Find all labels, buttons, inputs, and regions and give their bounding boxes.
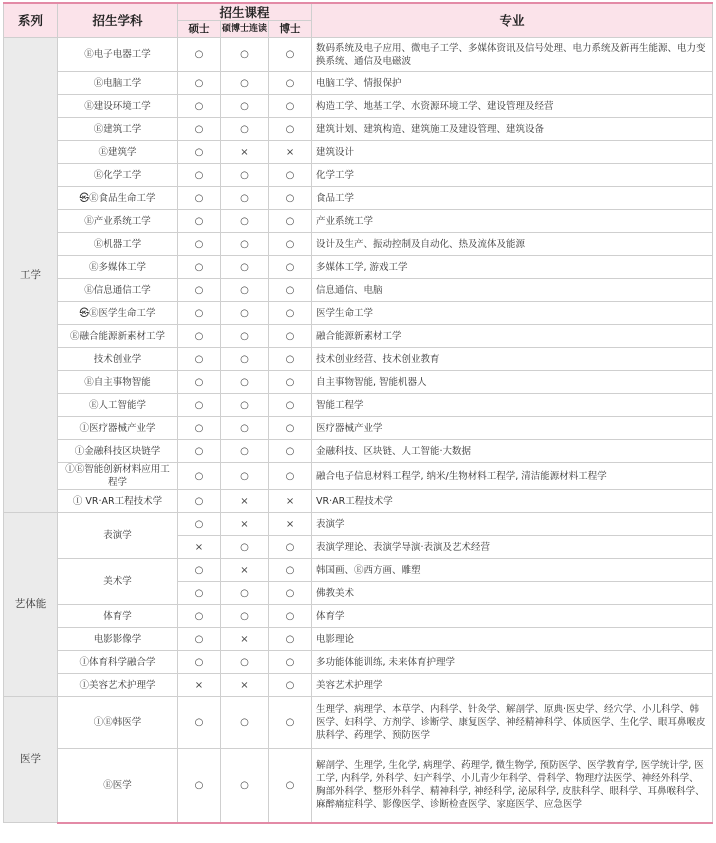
doctor-mark: ○ xyxy=(269,256,312,279)
major-cell: 建筑设计 xyxy=(312,141,713,164)
header-series: 系列 xyxy=(4,3,58,38)
table-row xyxy=(4,141,713,164)
subject-cell: Ⓘ医疗器械产业学 xyxy=(58,417,178,440)
doctor-mark: ○ xyxy=(269,38,312,72)
header-doctor: 博士 xyxy=(269,21,312,38)
master-mark: ○ xyxy=(178,490,221,513)
master-mark: ○ xyxy=(178,513,221,536)
subject-cell: Ⓔ人工智能学 xyxy=(58,394,178,417)
master-mark: × xyxy=(178,674,221,697)
combined-mark: ○ xyxy=(221,210,269,233)
combined-mark: ○ xyxy=(221,325,269,348)
doctor-mark: ○ xyxy=(269,628,312,651)
combined-mark: ○ xyxy=(221,371,269,394)
doctor-mark: ○ xyxy=(269,210,312,233)
master-mark: ○ xyxy=(178,371,221,394)
subject-cell: ⒾⒺ智能创新材料应用工程学 xyxy=(58,463,178,490)
subject-cell: Ⓔ电子电器工学 xyxy=(58,38,178,72)
combined-mark: × xyxy=(221,674,269,697)
doctor-mark: ○ xyxy=(269,72,312,95)
table-row xyxy=(4,187,713,210)
master-mark: ○ xyxy=(178,417,221,440)
combined-mark: ○ xyxy=(221,605,269,628)
doctor-mark: ○ xyxy=(269,325,312,348)
header-combined: 硕博士连读 xyxy=(221,21,269,38)
subject-cell: 体育学 xyxy=(58,605,178,628)
subject-cell: Ⓔ建筑学 xyxy=(58,141,178,164)
doctor-mark: ○ xyxy=(269,95,312,118)
subject-cell: Ⓘ体育科学融合学 xyxy=(58,651,178,674)
doctor-mark: ○ xyxy=(269,118,312,141)
combined-mark: ○ xyxy=(221,697,269,749)
master-mark: ○ xyxy=(178,256,221,279)
combined-mark: ○ xyxy=(221,164,269,187)
doctor-mark: ○ xyxy=(269,674,312,697)
master-mark: ○ xyxy=(178,394,221,417)
admissions-table xyxy=(3,2,713,824)
master-mark: ○ xyxy=(178,697,221,749)
major-cell: 表演学 xyxy=(312,513,713,536)
subject-cell: Ⓔ化学工学 xyxy=(58,164,178,187)
combined-mark: ○ xyxy=(221,233,269,256)
combined-mark: ○ xyxy=(221,187,269,210)
doctor-mark: × xyxy=(269,513,312,536)
master-mark: ○ xyxy=(178,463,221,490)
master-mark: ○ xyxy=(178,38,221,72)
subject-cell: Ⓔ医学 xyxy=(58,749,178,823)
major-cell: 构造工学、地基工学、水资源环境工学、建设管理及经营 xyxy=(312,95,713,118)
combined-mark: × xyxy=(221,513,269,536)
master-mark: ○ xyxy=(178,279,221,302)
table-row xyxy=(4,233,713,256)
combined-mark: ○ xyxy=(221,749,269,823)
combined-mark: ○ xyxy=(221,279,269,302)
table-row xyxy=(4,371,713,394)
table-row xyxy=(4,38,713,72)
subject-cell: ㉿Ⓔ医学生命工学 xyxy=(58,302,178,325)
combined-mark: ○ xyxy=(221,72,269,95)
major-cell: 多媒体工学, 游戏工学 xyxy=(312,256,713,279)
doctor-mark: ○ xyxy=(269,417,312,440)
doctor-mark: ○ xyxy=(269,749,312,823)
major-cell: 建筑计划、建筑构造、建筑施工及建设管理、建筑设备 xyxy=(312,118,713,141)
subject-cell: Ⓔ自主事物智能 xyxy=(58,371,178,394)
subject-cell: Ⓘ美容艺术护理学 xyxy=(58,674,178,697)
doctor-mark: ○ xyxy=(269,463,312,490)
header-master: 硕士 xyxy=(178,21,221,38)
table-row xyxy=(4,463,713,490)
table-row xyxy=(4,697,713,749)
major-cell: 智能工程学 xyxy=(312,394,713,417)
combined-mark: ○ xyxy=(221,582,269,605)
master-mark: × xyxy=(178,536,221,559)
table-row xyxy=(4,118,713,141)
table-row xyxy=(4,325,713,348)
combined-mark: × xyxy=(221,628,269,651)
doctor-mark: × xyxy=(269,141,312,164)
subject-cell: Ⓔ机器工学 xyxy=(58,233,178,256)
combined-mark: ○ xyxy=(221,38,269,72)
major-cell: 解剖学、生理学, 生化学, 病理学、药理学, 微生物学, 预防医学、医学教育学, 医学统计学, 医工学, 内科学, 外科学、妇产科学、小儿青少年科学、骨科学、物理疗法医学、神经外科学、胸部外科学、整形外科学、精神科学, 神经科学, 泌尿科学, 皮肤科学、眼科学、耳鼻喉科学、麻醉痛症科学、影像医学、诊断检查医学、家庭医学、应急医学 xyxy=(312,749,713,823)
doctor-mark: ○ xyxy=(269,605,312,628)
major-cell: 电脑工学、情报保护 xyxy=(312,72,713,95)
master-mark: ○ xyxy=(178,233,221,256)
major-cell: 医疗器械产业学 xyxy=(312,417,713,440)
doctor-mark: × xyxy=(269,490,312,513)
master-mark: ○ xyxy=(178,348,221,371)
table-body xyxy=(4,38,713,823)
major-cell: 融合电子信息材料工程学, 纳米/生物材料工程学, 清洁能源材料工程学 xyxy=(312,463,713,490)
major-cell: 韩国画、Ⓔ西方画、雕塑 xyxy=(312,559,713,582)
combined-mark: ○ xyxy=(221,463,269,490)
series-cell: 艺体能 xyxy=(4,513,58,697)
doctor-mark: ○ xyxy=(269,582,312,605)
table-row xyxy=(4,164,713,187)
subject-cell: Ⓔ产业系统工学 xyxy=(58,210,178,233)
series-cell: 医学 xyxy=(4,697,58,823)
subject-cell: 技术创业学 xyxy=(58,348,178,371)
table-row xyxy=(4,72,713,95)
master-mark: ○ xyxy=(178,187,221,210)
major-cell: 金融科技、区块链、人工智能·大数据 xyxy=(312,440,713,463)
table-row xyxy=(4,674,713,697)
master-mark: ○ xyxy=(178,628,221,651)
table-row xyxy=(4,417,713,440)
doctor-mark: ○ xyxy=(269,164,312,187)
subject-cell: 电影影像学 xyxy=(58,628,178,651)
major-cell: 化学工学 xyxy=(312,164,713,187)
doctor-mark: ○ xyxy=(269,651,312,674)
combined-mark: ○ xyxy=(221,118,269,141)
major-cell: 设计及生产、振动控制及自动化、热及流体及能源 xyxy=(312,233,713,256)
doctor-mark: ○ xyxy=(269,233,312,256)
master-mark: ○ xyxy=(178,72,221,95)
doctor-mark: ○ xyxy=(269,394,312,417)
major-cell: 电影理论 xyxy=(312,628,713,651)
major-cell: 自主事物智能, 智能机器人 xyxy=(312,371,713,394)
master-mark: ○ xyxy=(178,440,221,463)
table-row xyxy=(4,279,713,302)
combined-mark: ○ xyxy=(221,440,269,463)
subject-cell: Ⓔ多媒体工学 xyxy=(58,256,178,279)
combined-mark: × xyxy=(221,141,269,164)
subject-cell: Ⓔ建筑工学 xyxy=(58,118,178,141)
combined-mark: ○ xyxy=(221,302,269,325)
subject-cell: Ⓔ融合能源新素材工学 xyxy=(58,325,178,348)
master-mark: ○ xyxy=(178,605,221,628)
doctor-mark: ○ xyxy=(269,697,312,749)
table-row xyxy=(4,440,713,463)
master-mark: ○ xyxy=(178,141,221,164)
master-mark: ○ xyxy=(178,210,221,233)
doctor-mark: ○ xyxy=(269,440,312,463)
doctor-mark: ○ xyxy=(269,371,312,394)
table-row xyxy=(4,302,713,325)
combined-mark: × xyxy=(221,559,269,582)
major-cell: 体育学 xyxy=(312,605,713,628)
header-courses: 招生课程 xyxy=(178,3,312,21)
combined-mark: ○ xyxy=(221,651,269,674)
combined-mark: ○ xyxy=(221,536,269,559)
major-cell: 医学生命工学 xyxy=(312,302,713,325)
table-row xyxy=(4,559,713,582)
major-cell: 食品工学 xyxy=(312,187,713,210)
subject-cell: Ⓘ金融科技区块链学 xyxy=(58,440,178,463)
major-cell: 数码系统及电子应用、微电子工学、多媒体资讯及信号处理、电力系统及新再生能源、电力变换系统、通信及电磁波 xyxy=(312,38,713,72)
subject-cell: Ⓔ建设环境工学 xyxy=(58,95,178,118)
table-row xyxy=(4,348,713,371)
master-mark: ○ xyxy=(178,651,221,674)
master-mark: ○ xyxy=(178,164,221,187)
doctor-mark: ○ xyxy=(269,279,312,302)
table-row xyxy=(4,749,713,823)
combined-mark: ○ xyxy=(221,394,269,417)
major-cell: 生理学、病理学、本草学、内科学、针灸学、解剖学、原典·医史学、经穴学、小儿科学、韩医学、妇科学、方剂学、诊断学、康复医学、神经精神科学、体质医学、生化学、眼耳鼻喉皮肤科学、药理学、预防医学 xyxy=(312,697,713,749)
table-row xyxy=(4,256,713,279)
doctor-mark: ○ xyxy=(269,536,312,559)
master-mark: ○ xyxy=(178,749,221,823)
table-row xyxy=(4,95,713,118)
table-row xyxy=(4,394,713,417)
subject-cell: Ⓔ电脑工学 xyxy=(58,72,178,95)
subject-cell: 美术学 xyxy=(58,559,178,605)
table-row xyxy=(4,605,713,628)
master-mark: ○ xyxy=(178,302,221,325)
subject-cell: Ⓘ VR·AR工程技术学 xyxy=(58,490,178,513)
major-cell: 信息通信、电脑 xyxy=(312,279,713,302)
header-subject: 招生学科 xyxy=(58,3,178,38)
combined-mark: ○ xyxy=(221,95,269,118)
table-row xyxy=(4,651,713,674)
table-row xyxy=(4,513,713,536)
major-cell: 表演学理论、表演学导演·表演及艺术经营 xyxy=(312,536,713,559)
subject-cell: Ⓔ信息通信工学 xyxy=(58,279,178,302)
doctor-mark: ○ xyxy=(269,348,312,371)
combined-mark: ○ xyxy=(221,417,269,440)
major-cell: 美容艺术护理学 xyxy=(312,674,713,697)
master-mark: ○ xyxy=(178,118,221,141)
combined-mark: ○ xyxy=(221,348,269,371)
header-major: 专业 xyxy=(312,3,713,38)
major-cell: 融合能源新素材工学 xyxy=(312,325,713,348)
major-cell: 佛教美术 xyxy=(312,582,713,605)
master-mark: ○ xyxy=(178,95,221,118)
combined-mark: × xyxy=(221,490,269,513)
major-cell: 多功能体能训练, 未来体育护理学 xyxy=(312,651,713,674)
master-mark: ○ xyxy=(178,559,221,582)
table-row xyxy=(4,628,713,651)
subject-cell: 表演学 xyxy=(58,513,178,559)
subject-cell: ⒾⒺ韩医学 xyxy=(58,697,178,749)
doctor-mark: ○ xyxy=(269,302,312,325)
table-row xyxy=(4,490,713,513)
doctor-mark: ○ xyxy=(269,559,312,582)
master-mark: ○ xyxy=(178,325,221,348)
master-mark: ○ xyxy=(178,582,221,605)
combined-mark: ○ xyxy=(221,256,269,279)
table-row xyxy=(4,210,713,233)
major-cell: 产业系统工学 xyxy=(312,210,713,233)
subject-cell: ㉿Ⓔ食品生命工学 xyxy=(58,187,178,210)
major-cell: 技术创业经营、技术创业教育 xyxy=(312,348,713,371)
major-cell: VR·AR工程技术学 xyxy=(312,490,713,513)
doctor-mark: ○ xyxy=(269,187,312,210)
series-cell: 工学 xyxy=(4,38,58,513)
